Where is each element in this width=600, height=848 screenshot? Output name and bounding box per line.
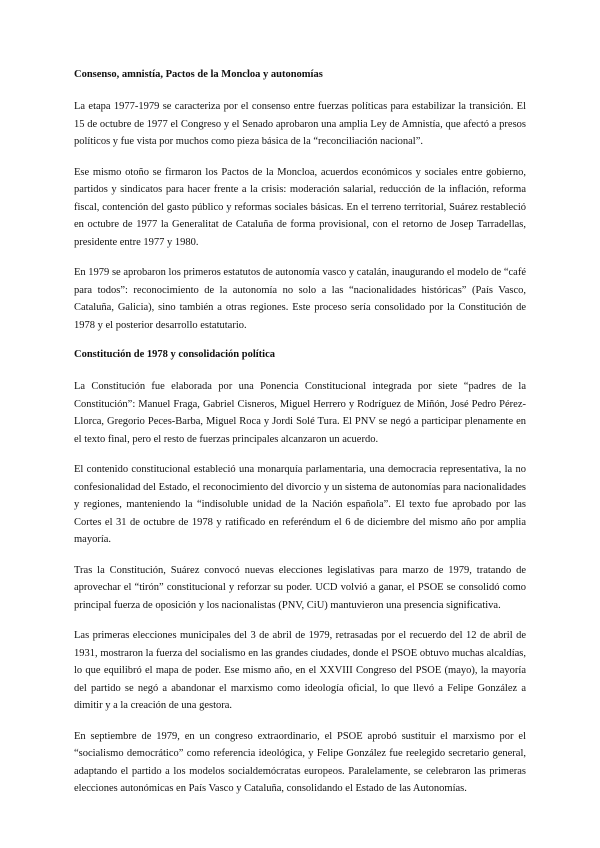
paragraph: Tras la Constitución, Suárez convocó nuevas elecciones legislativas para marzo de 1979, tratando de aprovechar el “tirón” constitucional y reforzar su poder. UCD volvió a ganar, el PSOE se consolidó como principal fuerza de oposición y los nacionalistas (PNV, CiU) mantuvieron una presencia significativa. <box>74 564 526 611</box>
paragraph: La etapa 1977-1979 se caracteriza por el consenso entre fuerzas políticas para estabilizar la transición. El 15 de octubre de 1977 el Congreso y el Senado aprobaron una amplia Ley de Amnistía, que afectó a presos políticos y fue vista por muchos como pieza básica de la “reconciliación nacional”. <box>74 101 526 147</box>
paragraph: Ese mismo otoño se firmaron los Pactos de la Moncloa, acuerdos económicos y sociales entre gobierno, partidos y sindicatos para hacer frente a la crisis: moderación salarial, reducción de la inflación, reforma fiscal, contención del gasto público y reformas sociales básicas. En el terreno territorial, Suárez restableció en octubre de 1977 la Generalitat de Cataluña de forma provisional, con el retorno de Josep Tarradellas, presidente entre 1977 y 1980. <box>74 166 526 248</box>
section-heading-consenso: Consenso, amnistía, Pactos de la Moncloa y autonomías <box>74 69 323 80</box>
paragraph: El contenido constitucional estableció una monarquía parlamentaria, una democracia representativa, la no confesionalidad del Estado, el reconocimiento del divorcio y un sistema de autonomías para nacionalidades y regiones, manteniendo la “indisoluble unidad de la Nación española”. El texto fue aprobado por las Cortes el 31 de octubre de 1978 y ratificado en referéndum el 6 de diciembre del mismo año por amplia mayoría. <box>74 464 526 545</box>
section-heading-constitucion: Constitución de 1978 y consolidación política <box>74 349 275 360</box>
paragraph: En 1979 se aprobaron los primeros estatutos de autonomía vasco y catalán, inaugurando el modelo de “café para todos”: reconocimiento de la autonomía no solo a las “nacionalidades históricas” (País Vasco, Cataluña, Galicia), sino también a otras regiones. Este proceso sería consolidado por la Constitución de 1978 y el posterior desarrollo estatutario. <box>74 267 526 331</box>
paragraph: La Constitución fue elaborada por una Ponencia Constitucional integrada por siete “padres de la Constitución”: Manuel Fraga, Gabriel Cisneros, Miguel Herrero y Rodríguez de Miñón, José Pedro Pérez-Llorca, Gregorio Peces-Barba, Miguel Roca y Jordi Solé Tura. El PNV se negó a participar plenamente en el texto final, pero el resto de fuerzas principales alcanzaron un acuerdo. <box>74 381 526 445</box>
paragraph: En septiembre de 1979, en un congreso extraordinario, el PSOE aprobó sustituir el marxismo por el “socialismo democrático” como referencia ideológica, y Felipe González fue reelegido secretario general, adaptando el partido a los modelos socialdemócratas europeos. Paralelamente, se celebraron las primeras elecciones autonómicas en País Vasco y Cataluña, consolidando el Estado de las Autonomías. <box>74 730 526 794</box>
paragraph: Las primeras elecciones municipales del 3 de abril de 1979, retrasadas por el recuerdo del 12 de abril de 1931, mostraron la fuerza del socialismo en las grandes ciudades, donde el PSOE obtuvo muchas alcaldías, lo que equilibró el mapa de poder. Ese mismo año, en el XXVIII Congreso del PSOE (mayo), la mayoría del partido se negó a abandonar el marxismo como ideología oficial, lo que llevó a Felipe González a dimitir y a la creación de una gestora. <box>74 630 526 711</box>
